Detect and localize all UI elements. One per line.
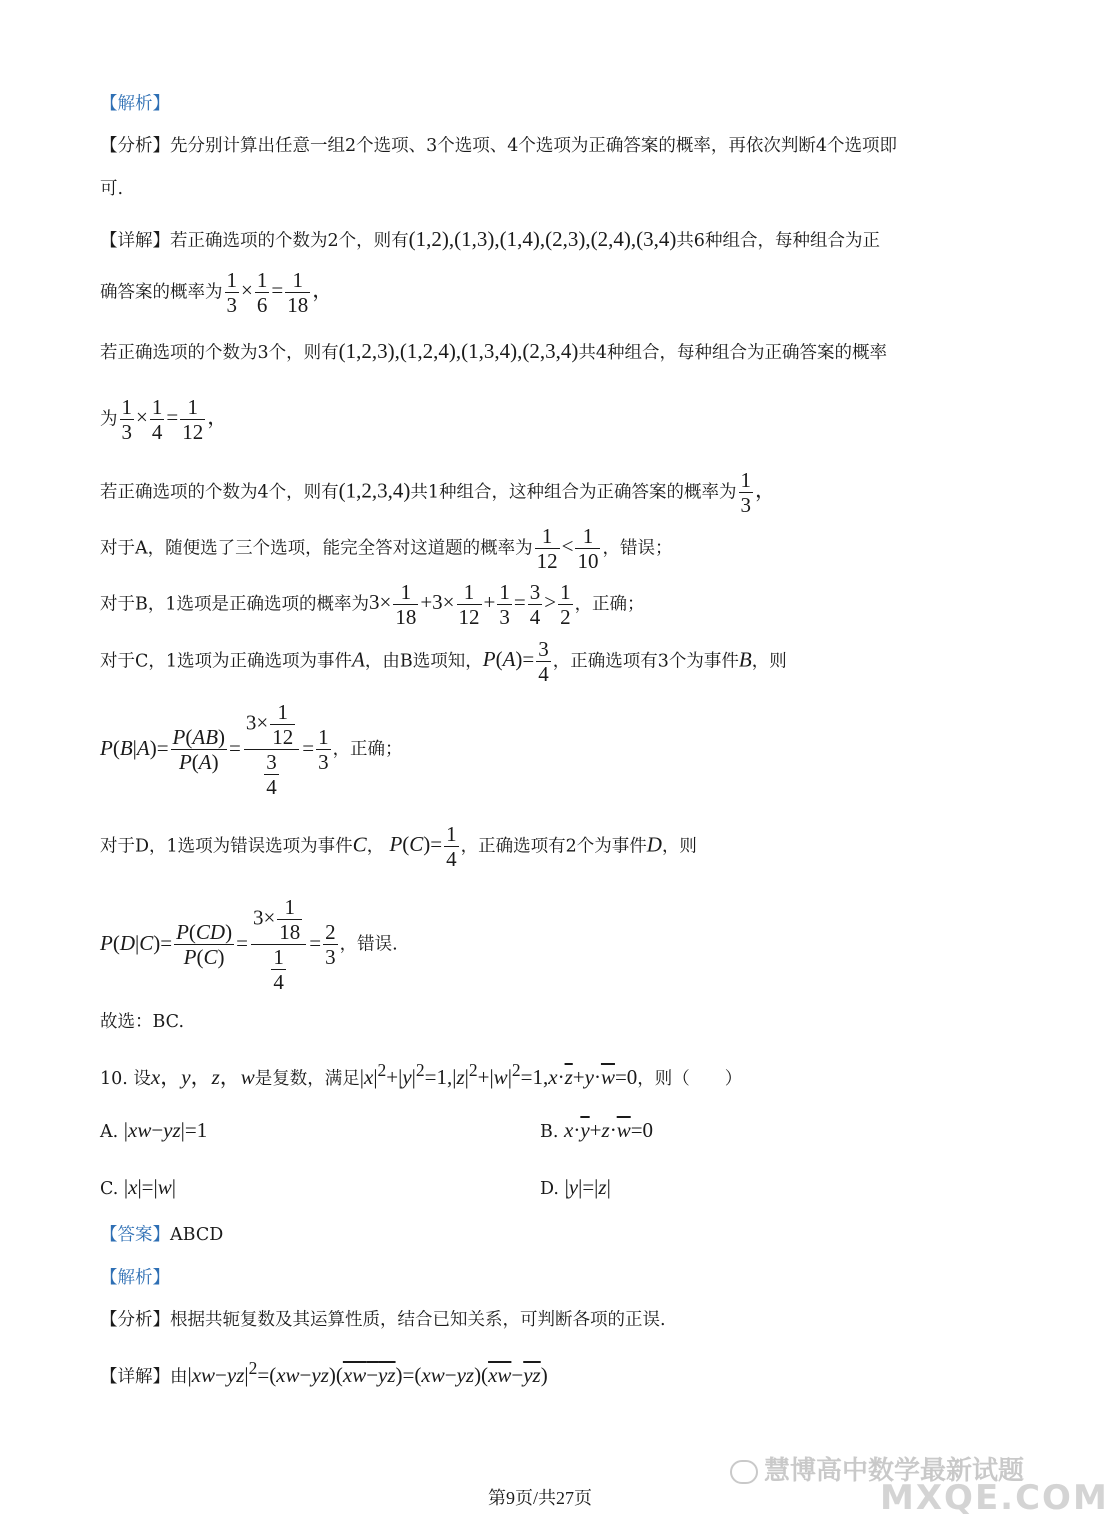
- text: 对于B，1选项是正确选项的概率为: [100, 594, 369, 615]
- text: 若正确选项的个数为3个，则有: [100, 343, 339, 363]
- formula: $\frac{1}{3}$ × $\frac{1}{4}$ = $\frac{1}{12}$ ，: [121, 395, 229, 445]
- text: ，正确选项有3个为事件: [552, 651, 739, 672]
- text: 若正确选项的个数为2个，则有: [170, 231, 409, 251]
- text: 确答案的概率为: [100, 282, 223, 303]
- triples-math: (1,2,3),(1,2,4),(1,3,4),(2,3,4): [338, 339, 579, 363]
- text: 是复数，满足: [254, 1069, 360, 1089]
- answer-line: [100, 1223, 223, 1248]
- question-10-stem: 10. 设x，y，z，w是复数，满足$|x|^2+|y|^2=1,|z|^2+|w|^2=1,x\cdot\overline{z}+y\cdot\overline{w}=0$，则（ ）: [100, 1060, 743, 1089]
- option-c-formula: P(B|A)= $\frac{P(AB)}{P(A)}$ = 3× $\frac{1}{12}$ $\frac{3}{4}$ = $\frac{1}{3}$ ，正确；: [100, 700, 403, 800]
- xiangjie-tag: 【详解】: [100, 231, 170, 251]
- text: ，正确；: [574, 594, 645, 615]
- watermark-label: 慧博高中数学最新试题: [764, 1456, 1025, 1486]
- text: ，正确；: [332, 739, 403, 760]
- quad-math: (1,2,3,4): [338, 478, 411, 503]
- option-a: A. |xw−yz|=1: [100, 1118, 208, 1142]
- option-b: B. $x\cdot\overline{y}+z\cdot\overline{w}=0$: [540, 1118, 654, 1142]
- fraction: $\frac{1}{3}$: [226, 268, 237, 318]
- text: 共4种组合，每种组合为正确答案的概率: [578, 343, 887, 363]
- jiexi-tag-2: 【解析】: [100, 1268, 170, 1288]
- option-a-analysis: 对于A，随便选了三个选项，能完全答对这道题的概率为 $\frac{1}{12}$ < $\frac{1}{10}$ ，错误；: [100, 524, 673, 574]
- option-label: D.: [540, 1179, 559, 1199]
- xiangjie-line-4: [100, 395, 228, 444]
- fraction: $\frac{1}{18}$: [287, 268, 309, 318]
- option-d-formula: P(D|C)= $\frac{P(CD)}{P(C)}$ = 3× $\frac{1}{18}$ $\frac{1}{4}$ = $\frac{2}{3}$ ，错误.: [100, 895, 398, 995]
- fenxi-line: [100, 134, 897, 159]
- daan-tag: 【答案】: [100, 1225, 170, 1245]
- xiangjie-line-q10: 【详解】由$|xw-yz|^2=(xw-yz)(xw-yz)=(xw-yz)(\overline{xw}-\overline{yz})$: [100, 1358, 548, 1387]
- text: 对于C，1选项为正确选项为事件: [100, 651, 353, 672]
- fenxi-text: 根据共轭复数及其运算性质，结合已知关系，可判断各项的正误.: [170, 1310, 666, 1330]
- text: ，则（ ）: [637, 1069, 743, 1089]
- option-b-analysis: 对于B，1选项是正确选项的概率为3× $\frac{1}{18}$ +3× $\frac{1}{12}$ + $\frac{1}{3}$ = $\frac{3}{4}$ > $\frac{1}{2}$ ，正确；: [100, 580, 645, 630]
- text: ，则: [751, 651, 787, 672]
- fenxi-tag: 【分析】: [100, 136, 170, 156]
- option-d-analysis: 对于D，1选项为错误选项为事件C， P(C)= $\frac{1}{4}$ ，正确选项有2个为事件D，则: [100, 822, 697, 872]
- text: ，则: [661, 836, 697, 857]
- pairs-math: (1,2),(1,3),(1,4),(2,3),(2,4),(3,4): [408, 227, 677, 251]
- option-c-analysis: 对于C，1选项为正确选项为事件A，由B选项知，P(A)= $\frac{3}{4}$ ，正确选项有3个为事件B，则: [100, 637, 787, 687]
- text: 10. 设: [100, 1069, 151, 1089]
- fenxi-text: 先分别计算出任意一组2个选项、3个选项、4个选项为正确答案的概率，再依次判断4个选项即: [170, 136, 898, 156]
- text: 为: [100, 409, 118, 430]
- fenxi-line-2: [100, 1308, 666, 1333]
- fraction: $\frac{1}{6}$: [256, 268, 268, 318]
- text: 对于A，随便选了三个选项，能完全答对这道题的概率为: [100, 538, 533, 559]
- text: 由: [170, 1367, 188, 1387]
- fenxi-tag: 【分析】: [100, 1310, 170, 1330]
- text: 若正确选项的个数为4个，则有: [100, 482, 339, 503]
- xiangjie-line-2: [100, 268, 333, 317]
- text: 共6种组合，每种组合为正: [676, 231, 880, 251]
- page-footer: 第9页/共27页: [487, 1488, 592, 1508]
- text: ，错误；: [602, 538, 673, 559]
- jiexi-tag: 【解析】: [100, 94, 170, 114]
- text: 共1种组合，这种组合为正确答案的概率为: [410, 482, 737, 503]
- text: ，错误.: [339, 934, 398, 955]
- xiangjie-line-3: [100, 337, 887, 366]
- option-d: D. |y|=|z|: [540, 1175, 611, 1199]
- text: 对于D，1选项为错误选项为事件: [100, 836, 353, 857]
- watermark-site: MXQE.COM: [880, 1478, 1109, 1518]
- option-label: B.: [540, 1122, 559, 1142]
- xiangjie-tag: 【详解】: [100, 1367, 170, 1387]
- text: ，由B选项知，: [364, 651, 483, 672]
- option-label: C.: [100, 1179, 119, 1199]
- guxuan: 故选：BC.: [100, 1012, 185, 1032]
- text: ，正确选项有2个为事件: [460, 836, 647, 857]
- formula: $\frac{1}{3}$ × $\frac{1}{6}$ = $\frac{1}{18}$ ，: [226, 268, 334, 318]
- text: ，: [366, 836, 385, 857]
- wechat-icon: [730, 1460, 758, 1484]
- answer-value: ABCD: [170, 1225, 224, 1245]
- xiangjie-line-5: 若正确选项的个数为4个，则有(1,2,3,4)共1种组合，这种组合为正确答案的概率为 $\frac{1}{3}$ ，: [100, 468, 777, 518]
- fenxi-cont: 可.: [100, 179, 124, 199]
- option-c: C. |x|=|w|: [100, 1175, 176, 1199]
- option-label: A.: [100, 1122, 119, 1142]
- xiangjie-line-1: [100, 225, 880, 254]
